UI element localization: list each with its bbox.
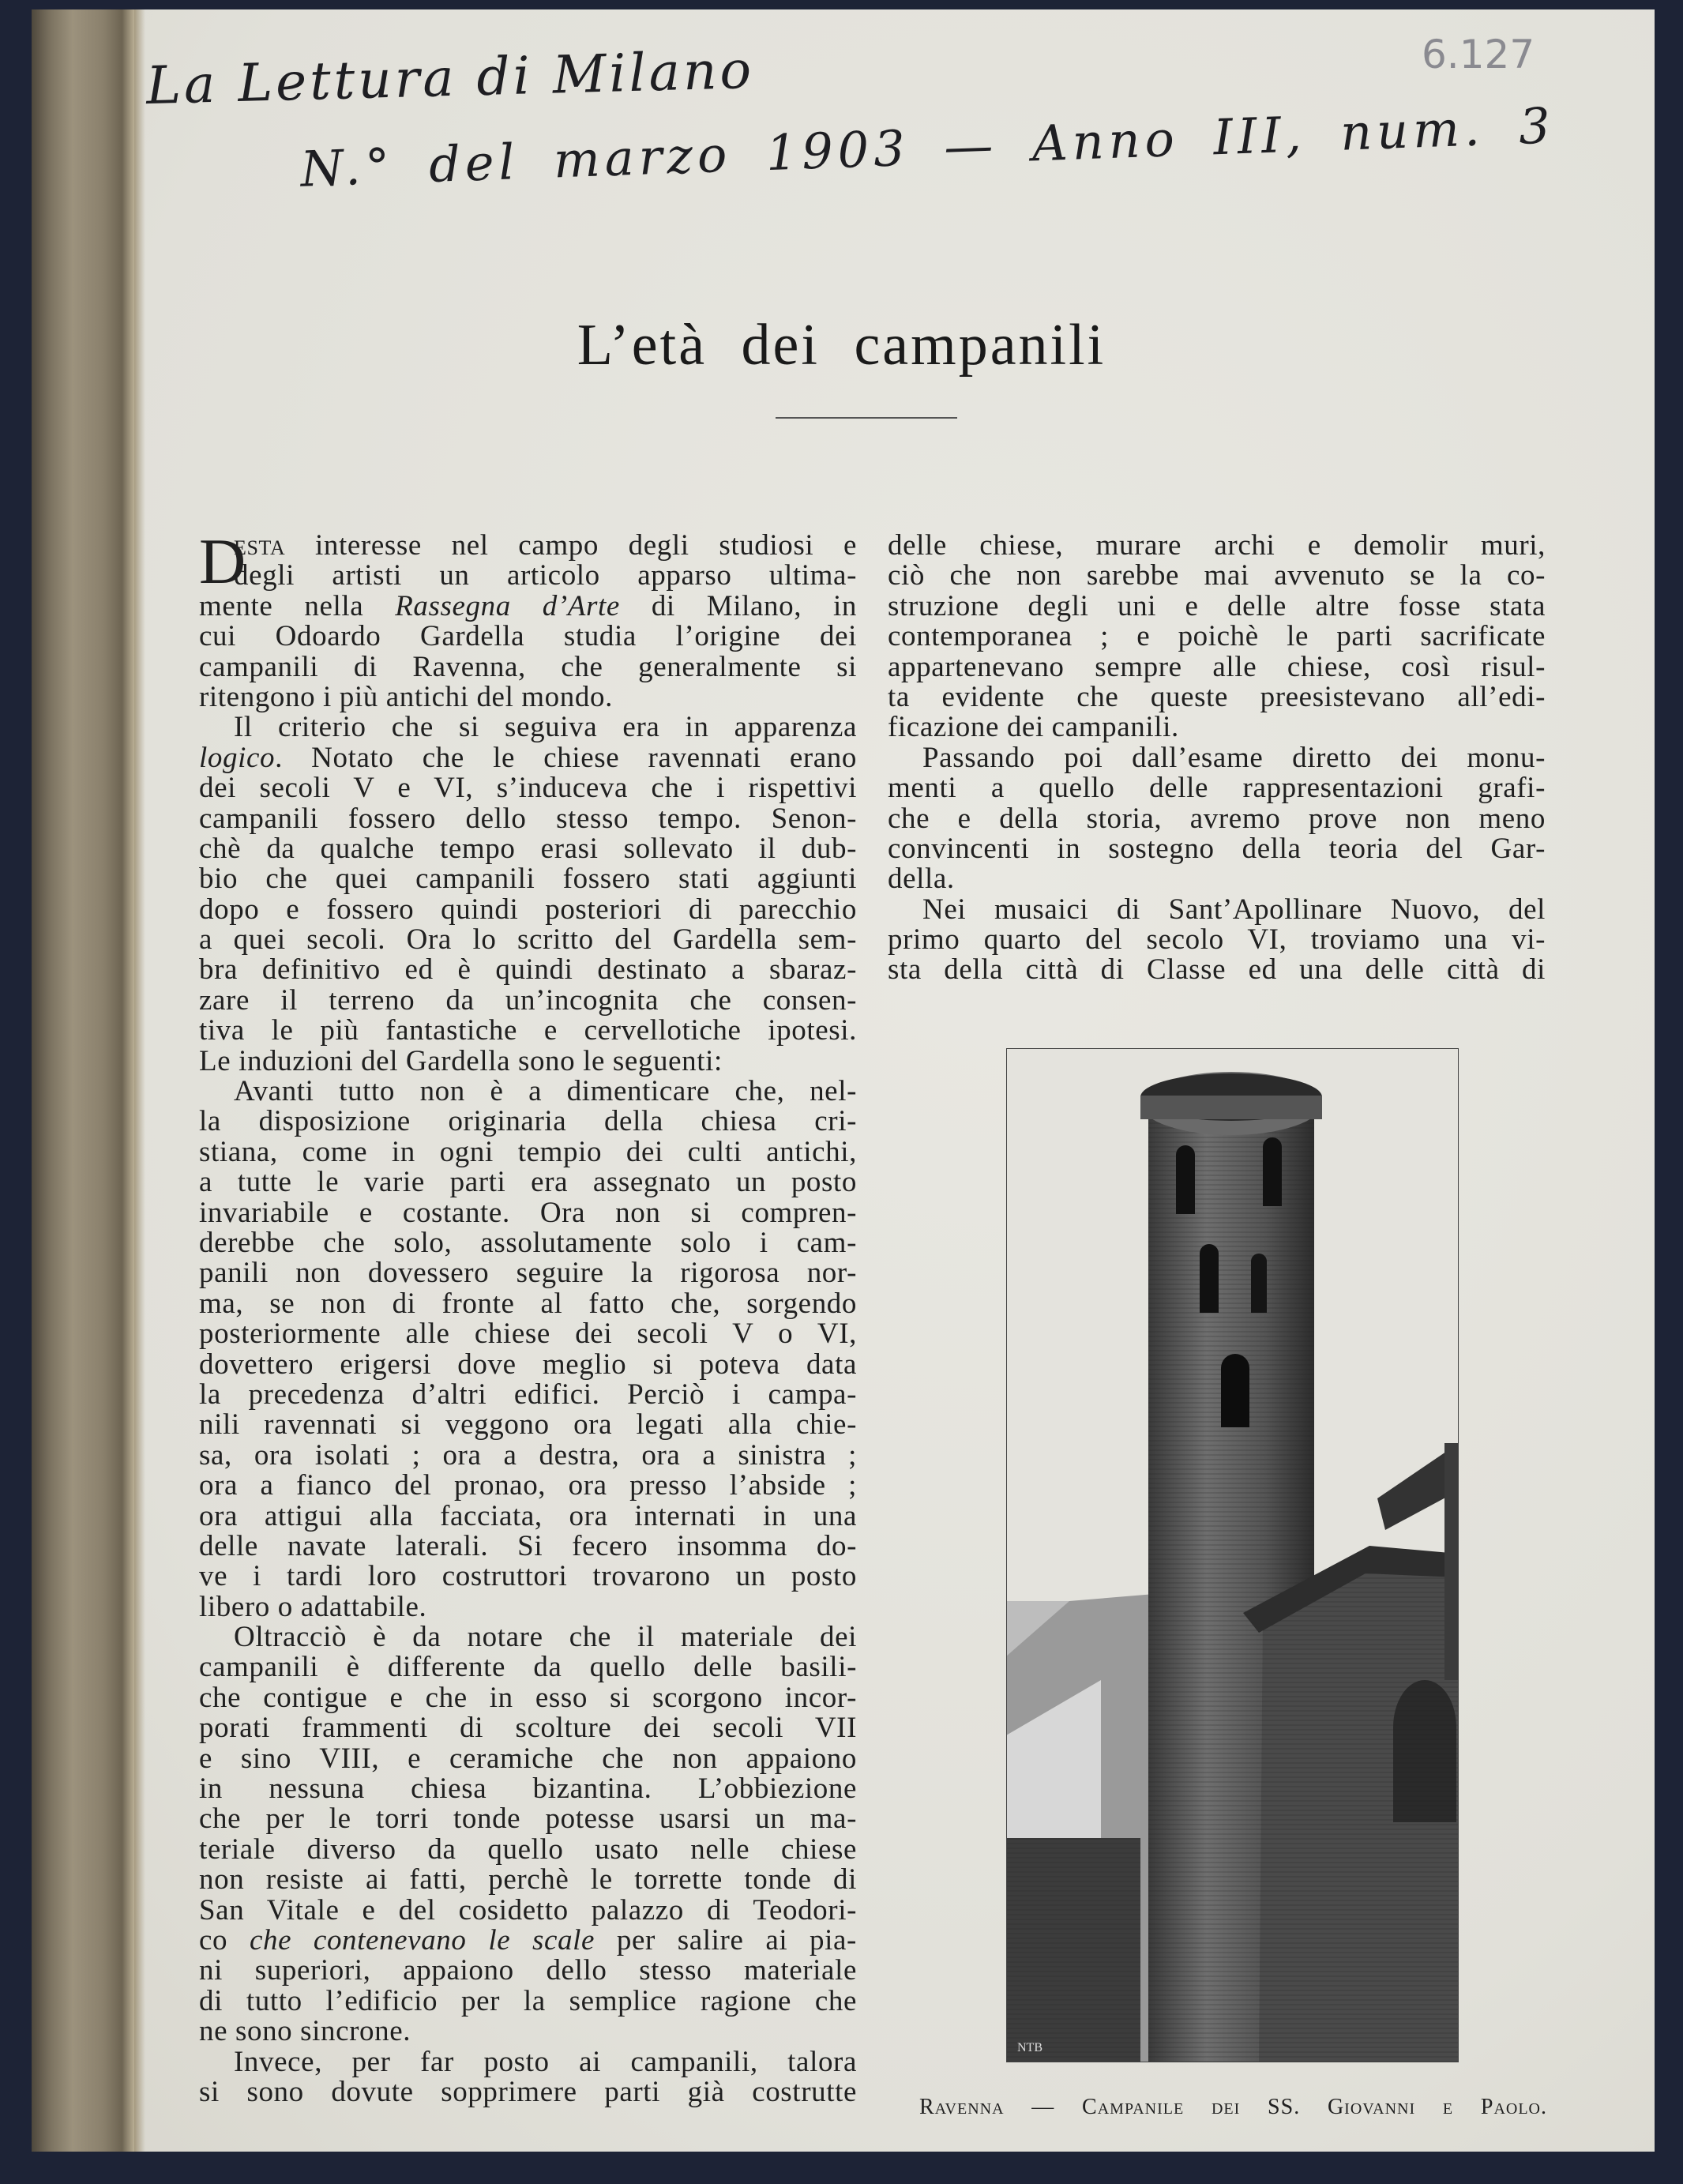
text-line: Invece, per far posto ai campanili, talora bbox=[234, 2045, 857, 2078]
text-line: campanili fossero dello stesso tempo. Senon- bbox=[199, 802, 857, 835]
text-line: campanili è differente da quello delle basili- bbox=[199, 1651, 857, 1684]
text-segment: di Milano, in bbox=[619, 589, 857, 622]
text-line: convincenti in sostegno della teoria del Gar- bbox=[888, 832, 1546, 865]
text-line: Nei musaici di Sant’Apollinare Nuovo, del bbox=[922, 893, 1546, 926]
text-line: stiana, come in ogni tempio dei culti antichi, bbox=[199, 1135, 857, 1168]
text-line: chè da qualche tempo erasi sollevato il dub- bbox=[199, 832, 857, 865]
text-line: ni superiori, appaiono dello stesso materiale bbox=[199, 1954, 857, 1987]
text-line: ve i tardi loro costruttori trovarono un posto bbox=[199, 1560, 857, 1593]
text-segment: esta bbox=[234, 529, 286, 562]
text-line: Le induzioni del Gardella sono le seguenti: bbox=[199, 1044, 723, 1077]
article-title: L’età dei campanili bbox=[577, 313, 1106, 378]
handwritten-issue: N.° del marzo 1903 — Anno III, num. 3 bbox=[299, 96, 1556, 198]
text-line: Avanti tutto non è a dimenticare che, nel- bbox=[234, 1075, 857, 1108]
text-line: invariabile e costante. Ora non si compren- bbox=[199, 1196, 857, 1229]
text-line: di tutto l’edificio per la semplice ragione che bbox=[199, 1984, 857, 2017]
left-text-column bbox=[199, 525, 857, 2108]
italic-text: logico bbox=[199, 741, 276, 774]
text-line: libero o adattabile. bbox=[199, 1590, 427, 1623]
text-line: che per le torri tonde potesse usarsi un ma- bbox=[199, 1802, 857, 1836]
text-line: sa, ora isolati ; ora a destra, ora a sinistra ; bbox=[199, 1438, 857, 1472]
text-line: a quei secoli. Ora lo scritto del Gardella sem- bbox=[199, 923, 857, 957]
text-line: contemporanea ; e poichè le parti sacrificate bbox=[888, 620, 1546, 653]
text-line: struzione degli uni e delle altre fosse stata bbox=[888, 589, 1546, 622]
photo-caption: Ravenna — Campanile dei SS. Giovanni e Paolo. bbox=[919, 2095, 1547, 2119]
text-line: sta della città di Classe ed una delle città di bbox=[888, 953, 1546, 987]
text-segment: co bbox=[199, 1923, 250, 1957]
text-segment: mente nella bbox=[199, 589, 396, 622]
text-line: delle navate laterali. Si fecero insomma do- bbox=[199, 1529, 857, 1562]
text-line: in nessuna chiesa bizantina. L’obbiezione bbox=[199, 1772, 857, 1806]
text-segment: . Notato che le chiese ravennati erano bbox=[275, 741, 857, 774]
text-line: dei secoli V e VI, s’induceva che i rispettivi bbox=[199, 772, 857, 805]
text-line: nili ravennati si veggono ora legati alla chie- bbox=[199, 1408, 857, 1442]
text-line: degli artisti un articolo apparso ultima- bbox=[234, 559, 857, 592]
pencil-catalog-number: 6.127 bbox=[1422, 32, 1535, 77]
text-line: dovettero erigersi dove meglio si poteva data bbox=[199, 1348, 857, 1381]
text-line: e sino VIII, e ceramiche che non appaiono bbox=[199, 1742, 857, 1775]
text-line: la precedenza d’altri edifici. Perciò i campa- bbox=[199, 1378, 857, 1411]
handwritten-source: La Lettura di Milano bbox=[145, 39, 756, 117]
text-line: non resiste ai fatti, perchè le torrette tonde di bbox=[199, 1863, 857, 1896]
text-line: Passando poi dall’esame diretto dei monu- bbox=[922, 741, 1546, 774]
engraver-mark: NTB bbox=[1017, 2041, 1042, 2054]
text-line: posteriormente alle chiese dei secoli V o VI, bbox=[199, 1318, 857, 1351]
right-text-column bbox=[888, 531, 1546, 986]
text-line bbox=[199, 1923, 857, 1957]
text-line: delle chiese, murare archi e demolir muri, bbox=[888, 529, 1546, 562]
text-line: primo quarto del secolo VI, troviamo una vi- bbox=[888, 923, 1546, 957]
text-line: zare il terreno da un’incognita che consen- bbox=[199, 983, 857, 1017]
text-line: tiva le più fantastiche e cervellotiche ipotesi. bbox=[199, 1014, 857, 1047]
text-line: Oltracciò è da notare che il materiale dei bbox=[234, 1621, 857, 1654]
text-line: ciò che non sarebbe mai avvenuto se la co- bbox=[888, 559, 1546, 592]
text-line: derebbe che solo, assolutamente solo i cam- bbox=[199, 1226, 857, 1259]
text-line: cui Odoardo Gardella studia l’origine dei bbox=[199, 620, 857, 653]
text-line: porati frammenti di scolture dei secoli VII bbox=[199, 1712, 857, 1745]
text-line: ora attigui alla facciata, ora internati in una bbox=[199, 1499, 857, 1532]
text-line: ta evidente che queste preesistevano all’edi- bbox=[888, 680, 1546, 713]
title-divider bbox=[776, 417, 957, 419]
text-line: a tutte le varie parti era assegnato un posto bbox=[199, 1166, 857, 1199]
text-line: San Vitale e del cosidetto palazzo di Teodori- bbox=[199, 1893, 857, 1927]
text-line: campanili di Ravenna, che generalmente si bbox=[199, 650, 857, 683]
text-line: bra definitivo ed è quindi destinato a sbaraz- bbox=[199, 953, 857, 987]
campanile-photo bbox=[1006, 1048, 1459, 2062]
drop-cap: D bbox=[199, 525, 246, 597]
text-line: ma, se non di fronte al fatto che, sorgendo bbox=[199, 1287, 857, 1320]
text-line bbox=[199, 743, 857, 773]
text-segment: interesse nel campo degli studiosi e bbox=[285, 529, 857, 562]
text-line: ne sono sincrone. bbox=[199, 2015, 411, 2048]
text-line bbox=[199, 531, 857, 561]
text-line: teriale diverso da quello usato nelle chiese bbox=[199, 1833, 857, 1866]
text-line: si sono dovute sopprimere parti già costrutte bbox=[199, 2075, 857, 2108]
text-line: della. bbox=[888, 863, 955, 896]
italic-text: Rassegna d’Arte bbox=[395, 589, 620, 622]
italic-text: che contenevano le scale bbox=[249, 1923, 595, 1957]
text-line bbox=[199, 589, 857, 622]
text-line: che e della storia, avremo prove non meno bbox=[888, 802, 1546, 835]
text-line: panili non dovessero seguire la rigorosa nor- bbox=[199, 1257, 857, 1290]
text-line: dopo e fossero quindi posteriori di parecchio bbox=[199, 893, 857, 926]
text-line: appartenevano sempre alle chiese, così risul- bbox=[888, 650, 1546, 683]
text-line: Il criterio che si seguiva era in apparenza bbox=[234, 711, 857, 744]
text-line: menti a quello delle rappresentazioni grafi- bbox=[888, 772, 1546, 805]
text-line: bio che quei campanili fossero stati aggiunti bbox=[199, 863, 857, 896]
text-line: ritengono i più antichi del mondo. bbox=[199, 680, 613, 713]
text-line: ficazione dei campanili. bbox=[888, 711, 1179, 744]
text-segment: per salire ai pia- bbox=[595, 1923, 857, 1957]
text-line: la disposizione originaria della chiesa cri- bbox=[199, 1105, 857, 1138]
text-line: ora a fianco del pronao, ora presso l’abside ; bbox=[199, 1469, 857, 1502]
text-line: che contigue e che in esso si scorgono incor- bbox=[199, 1681, 857, 1714]
